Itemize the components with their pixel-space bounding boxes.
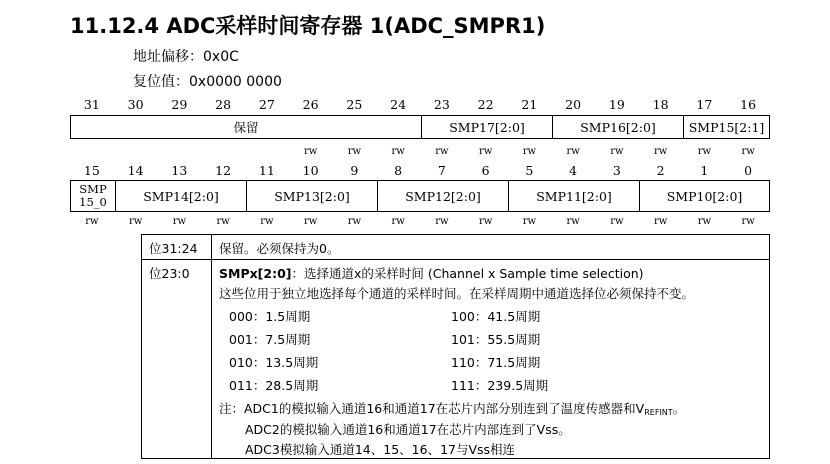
upper-access-12: rw [610, 146, 624, 157]
lower-access-2: rw [172, 216, 187, 227]
smp15-bit-label: 15_0 [79, 195, 107, 209]
lower-bit-10: 10 [302, 163, 319, 178]
lower-access-8: rw [435, 216, 449, 227]
code-000: 000：1.5周期 [229, 309, 311, 324]
row2-bit-range: 位23:0 [149, 266, 190, 281]
code-001: 001：7.5周期 [229, 332, 311, 347]
upper-bit-27: 27 [258, 97, 275, 112]
smp15-upper-field: SMP15[2:1] [683, 116, 769, 138]
reserved-field: 保留 [233, 120, 259, 135]
lower-bit-7: 7 [437, 163, 446, 178]
upper-bit-29: 29 [171, 97, 188, 112]
smp12-field: SMP12[2:0] [377, 181, 508, 211]
section-title: 11.12.4 ADC采样时间寄存器 1(ADC_SMPR1) [70, 14, 546, 38]
field-title: ：选择通道x的采样时间 (Channel x Sample time selection) [291, 266, 644, 281]
smp11-field: SMP11[2:0] [508, 181, 639, 211]
upper-access-10: rw [522, 146, 537, 157]
lower-bit-13: 13 [171, 163, 188, 178]
upper-access-8: rw [435, 146, 449, 157]
reset-value: 复位值：0x0000 0000 [133, 74, 282, 90]
lower-bit-2: 2 [656, 163, 665, 178]
lower-bit-3: 3 [612, 163, 621, 178]
lower-bit-9: 9 [350, 163, 359, 178]
lower-access-0: rw [85, 216, 99, 227]
lower-access-1: rw [128, 216, 143, 227]
upper-bit-30: 30 [127, 97, 144, 112]
smp13-field: SMP13[2:0] [246, 181, 377, 211]
upper-access-14: rw [697, 146, 712, 157]
note1-end: 。 [672, 401, 686, 416]
row1-description: 保留。必须保持为0。 [219, 241, 340, 256]
row1-bit-range: 位31:24 [149, 241, 198, 256]
upper-bit-31: 31 [83, 97, 100, 112]
upper-access-5: rw [303, 146, 318, 157]
lower-access-6: rw [347, 216, 362, 227]
lower-access-5: rw [303, 216, 318, 227]
field-description: 这些位用于独立地选择每个通道的采样时间。在采样周期中通道选择位必须保持不变。 [219, 286, 695, 301]
lower-bit-5: 5 [525, 163, 534, 178]
lower-access-11: rw [566, 216, 580, 227]
code-011: 011：28.5周期 [229, 378, 319, 393]
note-line3: ADC3模拟输入通道14、15、16、17与Vss相连 [245, 442, 516, 457]
smp16-field: SMP16[2:0] [552, 116, 683, 138]
note-line1 [219, 399, 685, 417]
code-110: 110：71.5周期 [451, 355, 541, 370]
smp15-label: SMP [79, 182, 107, 196]
code-010: 010：13.5周期 [229, 355, 319, 370]
register-upper-row [70, 115, 770, 139]
upper-access-9: rw [478, 146, 493, 157]
register-lower-row [70, 180, 770, 212]
upper-bit-23: 23 [433, 97, 450, 112]
lower-access-13: rw [653, 216, 668, 227]
code-101: 101：55.5周期 [451, 332, 541, 347]
smp15-lower-field [71, 181, 115, 211]
code-111: 111：239.5周期 [451, 378, 549, 393]
code-100: 100：41.5周期 [451, 309, 541, 324]
upper-access-11: rw [566, 146, 580, 157]
lower-bit-0: 0 [744, 163, 753, 178]
lower-access-10: rw [522, 216, 537, 227]
upper-bit-21: 21 [521, 97, 538, 112]
lower-bit-15: 15 [83, 163, 100, 178]
lower-bit-6: 6 [481, 163, 490, 178]
upper-access-6: rw [347, 146, 362, 157]
upper-bit-19: 19 [608, 97, 625, 112]
smp17-field: SMP17[2:0] [421, 116, 552, 138]
note-line2: ADC2的模拟输入通道16和通道17在芯片内部连到了Vss。 [245, 422, 571, 437]
lower-access-14: rw [697, 216, 712, 227]
upper-bit-22: 22 [477, 97, 494, 112]
lower-bit-4: 4 [569, 163, 578, 178]
upper-bit-16: 16 [740, 97, 757, 112]
lower-access-7: rw [391, 216, 405, 227]
upper-bit-24: 24 [390, 97, 407, 112]
upper-access-15: rw [741, 146, 755, 157]
upper-bit-28: 28 [215, 97, 232, 112]
lower-access-3: rw [216, 216, 230, 227]
upper-bit-18: 18 [652, 97, 669, 112]
lower-bit-11: 11 [258, 163, 275, 178]
address-offset: 地址偏移：0x0C [133, 49, 239, 65]
upper-access-13: rw [653, 146, 668, 157]
smp10-field: SMP10[2:0] [639, 181, 769, 211]
bit-description-table [141, 234, 770, 459]
lower-bit-14: 14 [127, 163, 144, 178]
note1-subscript: REFINT [644, 408, 673, 417]
note1-text: 注：ADC1的模拟输入通道16和通道17在芯片内部分别连到了温度传感器和V [219, 401, 645, 416]
upper-access-7: rw [391, 146, 405, 157]
lower-bit-8: 8 [394, 163, 403, 178]
upper-bit-25: 25 [346, 97, 363, 112]
upper-bit-26: 26 [302, 97, 319, 112]
lower-access-9: rw [478, 216, 493, 227]
field-name: SMPx[2:0] [219, 266, 292, 281]
lower-access-12: rw [610, 216, 624, 227]
lower-access-4: rw [260, 216, 274, 227]
field-title-line [219, 264, 644, 282]
upper-bit-20: 20 [565, 97, 582, 112]
lower-access-15: rw [741, 216, 755, 227]
upper-bit-17: 17 [696, 97, 713, 112]
lower-bit-1: 1 [700, 163, 709, 178]
smp14-field: SMP14[2:0] [115, 181, 246, 211]
lower-bit-12: 12 [215, 163, 232, 178]
